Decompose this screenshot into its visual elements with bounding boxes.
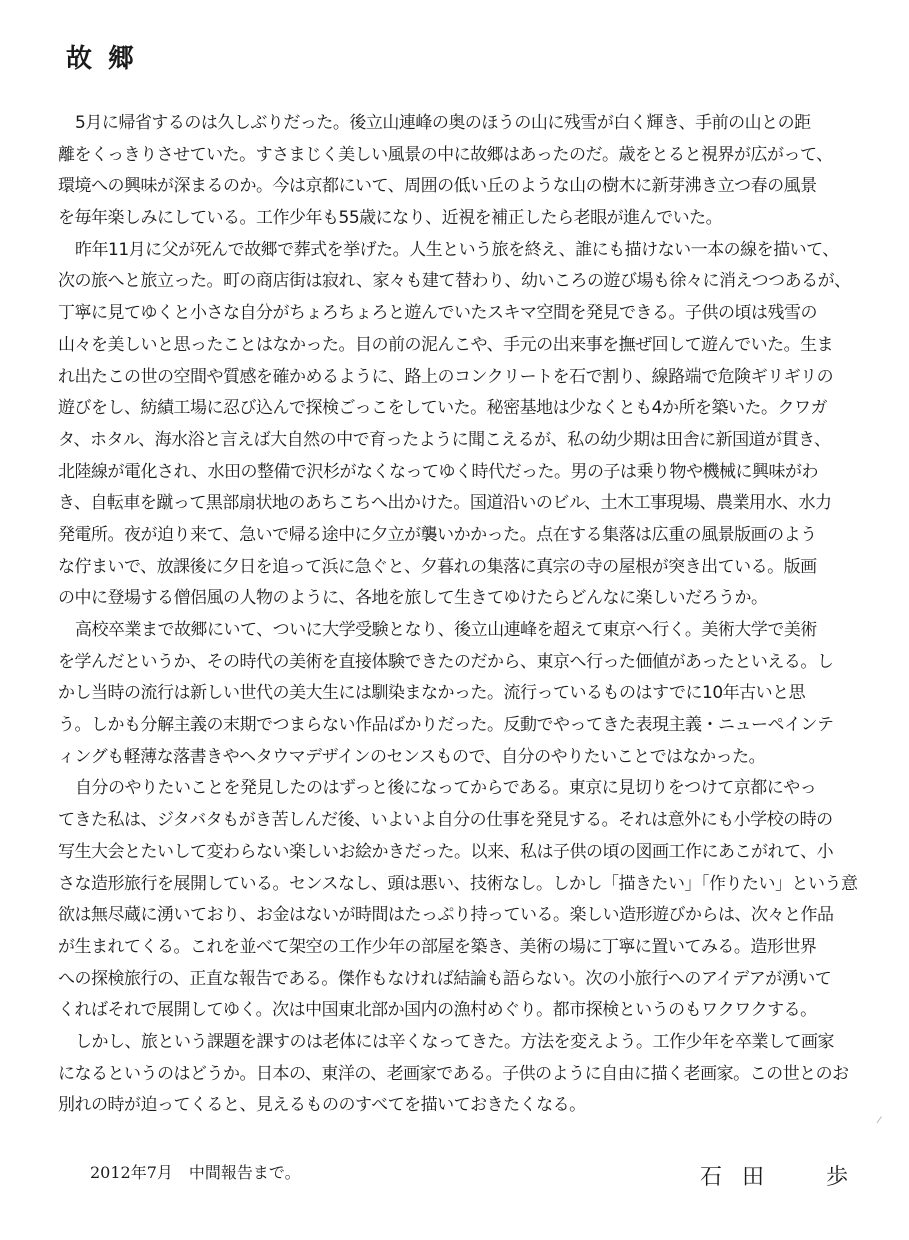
paragraph-1 — [58, 108, 858, 235]
text-line: 写生大会とたいして変わらない楽しいお絵かきだった。以来、私は子供の頃の図画工作にあこがれて、小 — [58, 841, 834, 862]
text-line: 5月に帰省するのは久しぶりだった。後立山連峰の奥のほうの山に残雪が白く輝き、手前の山との距 — [75, 113, 811, 133]
text-line: しかし、旅という課題を課すのは老体には辛くなってきた。方法を変えよう。工作少年を卒業して画家 — [75, 1031, 834, 1052]
text-line: れ出たこの世の空間や質感を確かめるように、路上のコンクリートを石で割り、線路端で危険ギリギリの — [58, 366, 834, 387]
text-line: さな造形旅行を展開している。センスなし、頭は悪い、技術なし。しかし「描きたい」「作りたい」という意 — [58, 873, 858, 894]
text-line: を毎年楽しみにしている。工作少年も55歳になり、近視を補正したら老眼が進んでいた。 — [58, 208, 723, 229]
text-line: う。しかも分解主義の末期でつまらない作品ばかりだった。反動でやってきた表現主義・ニューペインテ — [58, 715, 834, 736]
text-line: 発電所。夜が迫り来て、急いで帰る途中に夕立が襲いかかった。点在する集落は広重の風景版画のよう — [58, 524, 817, 545]
text-line: 次の旅へと旅立った。町の商店街は寂れ、家々も建て替わり、幼いころの遊び場も徐々に消えつつあるが、 — [58, 271, 851, 292]
text-line: 山々を美しいと思ったことはなかった。目の前の泥んこや、手元の出来事を撫ぜ回して遊んでいた。生ま — [58, 334, 834, 355]
paragraph-3 — [58, 615, 858, 773]
text-line: くればそれで展開してゆく。次は中国東北部か国内の漁村めぐり。都市探検というのもワクワクする。 — [58, 1000, 817, 1021]
scan-mark — [877, 1116, 889, 1128]
text-line: 北陸線が電化され、水田の整備で沢杉がなくなってゆく時代だった。男の子は乗り物や機械に興味がわ — [58, 461, 819, 482]
text-line: 遊びをし、紡績工場に忍び込んで探検ごっこをしていた。秘密基地は少なくとも4か所を築いた。クワガ — [58, 398, 827, 419]
paragraph-4 — [58, 773, 858, 1027]
text-line: 高校卒業まで故郷にいて、ついに大学受験となり、後立山連峰を超えて東京へ行く。美術大学で美術 — [75, 620, 817, 640]
text-line: への探検旅行の、正直な報告である。傑作もなければ結論も語らない。次の小旅行へのアイデアが湧いて — [58, 968, 832, 989]
essay-body — [58, 108, 858, 1122]
text-line: 昨年11月に父が死んで故郷で葬式を挙げた。人生という旅を終え、誰にも描けない一本の線を描いて、 — [75, 239, 839, 260]
text-line: ィングも軽薄な落書きやヘタウマデザインのセンスもので、自分のやりたいことではなかった。 — [58, 746, 766, 767]
text-line: かし当時の流行は新しい世代の美大生には馴染まなかった。流行っているものはすでに10年古いと思 — [58, 683, 806, 704]
text-line: 環境への興味が深まるのか。今は京都にいて、周囲の低い丘のような山の樹木に新芽沸き立つ春の風景 — [58, 176, 817, 197]
text-line: き、自転車を蹴って黒部扇状地のあちこちへ出かけた。国道沿いのビル、土木工事現場、農業用水、水力 — [58, 493, 832, 514]
text-line: が生まれてくる。これを並べて架空の工作少年の部屋を築き、美術の場に丁寧に置いてみる。造形世界 — [58, 936, 817, 957]
text-line: 丁寧に見てゆくと小さな自分がちょろちょろと遊んでいたスキマ空間を発見できる。子供の頃は残雪の — [58, 303, 817, 324]
date-note: 2012年7月 中間報告まで。 — [90, 1163, 301, 1182]
text-line: 離をくっきりさせていた。すさまじく美しい風景の中に故郷はあったのだ。歳をとると視界が広がって、 — [58, 144, 833, 165]
text-line: を学んだというか、その時代の美術を直接体験できたのだから、東京へ行った価値があったといえる。し — [58, 651, 834, 672]
text-line: 自分のやりたいことを発見したのはずっと後になってからである。東京に見切りをつけて京都にやっ — [75, 778, 817, 799]
text-line: 欲は無尽蔵に湧いており、お金はないが時間はたっぷり持っている。楽しい造形遊びからは、次々と作品 — [58, 905, 834, 926]
text-line: タ、ホタル、海水浴と言えば大自然の中で育ったように聞こえるが、私の幼少期は田舎に新国道が貫き、 — [58, 429, 831, 450]
text-line: てきた私は、ジタバタもがき苦しんだ後、いよいよ自分の仕事を発見する。それは意外にも小学校の時の — [58, 810, 833, 831]
text-line: な佇まいで、放課後に夕日を追って浜に急ぐと、夕暮れの集落に真宗の寺の屋根が突き出ている。版画 — [58, 556, 817, 577]
text-line: の中に登場する僧侶風の人物のように、各地を旅して生きてゆけたらどんなに楽しいだろうか。 — [58, 588, 768, 609]
author-name: 石田 歩 — [700, 1165, 869, 1190]
paragraph-2 — [58, 235, 858, 615]
document-title: 故郷 — [66, 44, 151, 74]
text-line: 別れの時が迫ってくると、見えるもののすべてを描いておきたくなる。 — [58, 1095, 586, 1116]
paragraph-5 — [58, 1027, 858, 1122]
text-line: になるというのはどうか。日本の、東洋の、老画家である。子供のように自由に描く老画家。この世とのお — [58, 1063, 849, 1084]
